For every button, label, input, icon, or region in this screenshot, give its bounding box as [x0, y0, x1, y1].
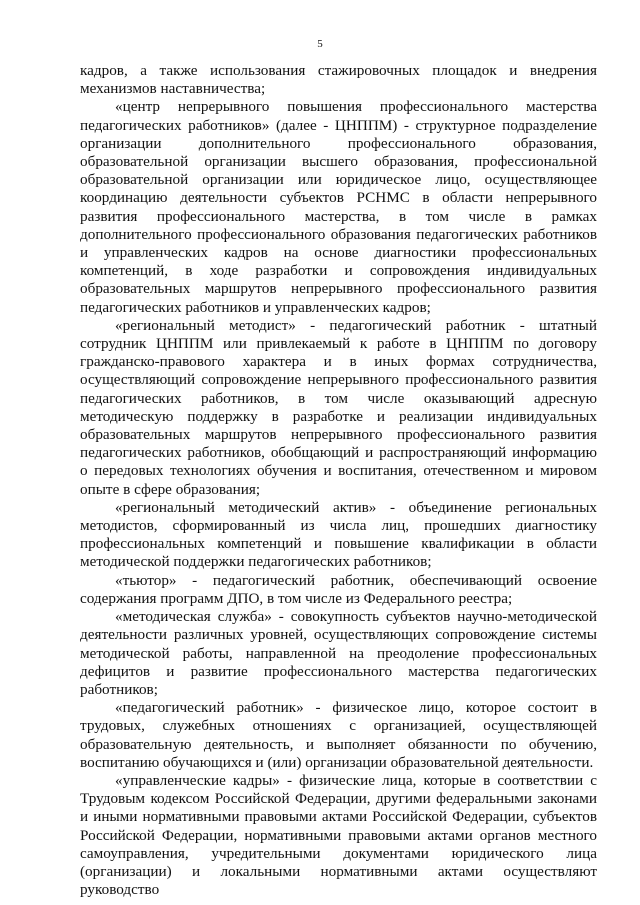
paragraph-methodical-service-definition: «методическая служба» - совокупность субъектов научно-методической деятельности различных уровней, осуществляющих сопровождение системы методической работы, направленной на преодоление профессиональных дефицитов и развитие профессионального мастерства педагогических работников;: [80, 608, 597, 698]
paragraph-management-staff-definition: «управленческие кадры» - физические лица, которые в соответствии с Трудовым кодексом Российской Федерации, другими федеральными законами и иными нормативными правовыми актами Российской Федерации, субъектов Российской Федерации, нормативными правовыми актами органов местного самоуправления, учредительными документами юридического лица (организации) и локальными нормативными актами осуществляют руководство: [80, 771, 597, 899]
paragraph-cnppm-definition: «центр непрерывного повышения профессионального мастерства педагогических работников» (далее - ЦНППМ) - структурное подразделение организации дополнительного профессионального образования, образовательной организации высшего образования, профессиональной образовательной организации или юридическое лицо, осуществляющее координацию деятельности субъектов РСНМС в области непрерывного развития профессионального мастерства, в том числе в рамках дополнительного профессионального образования педагогических работников и управленческих кадров на основе диагностики профессиональных компетенций, в ходе разработки и сопровождения индивидуальных образовательных маршрутов непрерывного профессионального развития педагогических работников и управленческих кадров;: [80, 98, 597, 316]
page-number: 5: [317, 38, 323, 50]
body-text: [80, 62, 597, 899]
paragraph-tutor-definition: «тьютор» - педагогический работник, обеспечивающий освоение содержания программ ДПО, в том числе из Федерального реестра;: [80, 571, 597, 607]
paragraph-continuation: кадров, а также использования стажировочных площадок и внедрения механизмов наставничества;: [80, 62, 597, 98]
paragraph-teacher-definition: «педагогический работник» - физическое лицо, которое состоит в трудовых, служебных отношениях с организацией, осуществляющей образовательную деятельность, и выполняет обязанности по обучению, воспитанию обучающихся и (или) организации образовательной деятельности.: [80, 699, 597, 771]
paragraph-regional-methodical-asset-definition: «региональный методический актив» - объединение региональных методистов, сформированный из числа лиц, прошедших диагностику профессиональных компетенций и повышение квалификации в области методической поддержки педагогических работников;: [80, 498, 597, 571]
paragraph-regional-methodist-definition: «региональный методист» - педагогический работник - штатный сотрудник ЦНППМ или привлекаемый к работе в ЦНППМ по договору гражданско-правового характера и в иных формах сотрудничества, осуществляющий сопровождение непрерывного профессионального развития педагогических работников, в том числе оказывающий адресную методическую поддержку в разработке и реализации индивидуальных образовательных маршрутов непрерывного профессионального развития педагогических работников, обобщающий и распространяющий информацию о передовых технологиях обучения и воспитания, отечественном и мировом опыте в сфере образования;: [80, 316, 597, 498]
